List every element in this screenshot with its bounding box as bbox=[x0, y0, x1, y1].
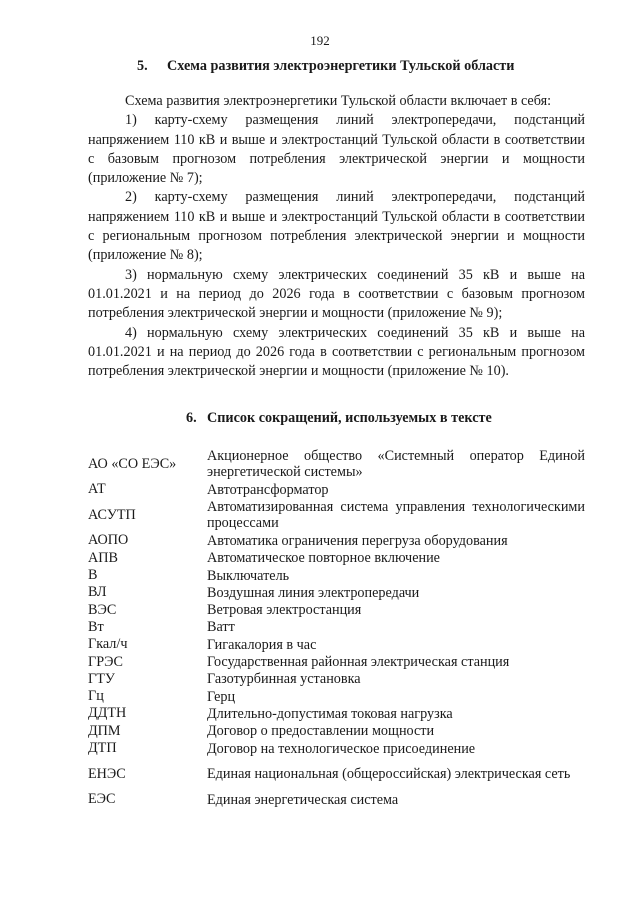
abbreviation-term: ГТУ bbox=[88, 670, 115, 687]
abbreviation-term: ГРЭС bbox=[88, 653, 123, 670]
abbreviation-definition: Ватт bbox=[207, 619, 235, 636]
table-row bbox=[88, 550, 585, 567]
abbreviation-definition: Газотурбинная установка bbox=[207, 671, 361, 688]
abbreviation-definition: Воздушная линия электропередачи bbox=[207, 584, 420, 601]
abbreviation-definition: Акционерное общество «Системный оператор Единой энергетической системы» bbox=[207, 448, 585, 480]
section-5-title: Схема развития электроэнергетики Тульской области bbox=[167, 58, 515, 74]
table-row bbox=[88, 791, 585, 808]
abbreviation-definition: Единая национальная (общероссийская) электрическая сеть bbox=[207, 766, 571, 783]
page-number: 192 bbox=[310, 33, 330, 48]
abbreviation-definition: Ветровая электростанция bbox=[207, 602, 362, 619]
abbreviation-definition: Гигакалория в час bbox=[207, 636, 317, 653]
table-row bbox=[88, 601, 585, 618]
abbreviation-term: ВЛ bbox=[88, 584, 107, 601]
abbreviation-definition: Выключатель bbox=[207, 567, 290, 584]
abbreviation-definition: Единая энергетическая система bbox=[207, 791, 399, 808]
abbreviation-term: ЕНЭС bbox=[88, 765, 126, 782]
table-row bbox=[88, 481, 585, 498]
table-row bbox=[88, 757, 585, 791]
section-6-title: Список сокращений, используемых в тексте bbox=[207, 410, 492, 426]
list-item: 3) нормальную схему электрических соединений 35 кВ и выше на 01.01.2021 и на период до 2026 года в соответствии с базовым прогнозом потребления электрической энергии и мощности (приложение № 9); bbox=[88, 266, 585, 322]
table-row bbox=[88, 532, 585, 549]
list-item: 2) карту-схему размещения линий электропередачи, подстанций напряжением 110 кВ и выше и электростанций Тульской области в соответствии с региональным прогнозом потребления электрической энергии и мощности (приложение № 8); bbox=[88, 189, 585, 264]
abbreviation-term: АТ bbox=[88, 481, 106, 498]
table-row bbox=[88, 688, 585, 705]
table-row bbox=[88, 567, 585, 584]
abbreviation-term: АОПО bbox=[88, 532, 129, 549]
abbreviation-term: Гкал/ч bbox=[88, 636, 128, 653]
abbreviation-term: ДТП bbox=[88, 740, 117, 756]
section-5-body bbox=[88, 92, 585, 381]
abbreviation-definition: Государственная районная электрическая станция bbox=[207, 654, 510, 671]
abbreviation-term: АО «СО ЕЭС» bbox=[88, 455, 177, 472]
table-row bbox=[88, 498, 585, 532]
abbreviation-definition: Договор на технологическое присоединение bbox=[207, 740, 476, 757]
abbreviation-definition: Автоматическое повторное включение bbox=[207, 550, 440, 567]
abbreviations-table bbox=[88, 447, 585, 808]
abbreviation-term: Гц bbox=[88, 688, 104, 705]
list-item: 1) карту-схему размещения линий электропередачи, подстанций напряжением 110 кВ и выше и электростанций Тульской области в соответствии с базовым прогнозом потребления электрической энергии и мощности (приложение № 7); bbox=[88, 112, 585, 187]
abbreviation-term: ДПМ bbox=[88, 722, 121, 739]
abbreviation-definition: Договор о предоставлении мощности bbox=[207, 723, 435, 740]
section-5-number: 5. bbox=[137, 58, 148, 74]
abbreviation-definition: Автоматизированная система управления технологическими процессами bbox=[207, 499, 585, 532]
abbreviation-term: Вт bbox=[88, 618, 104, 635]
table-row bbox=[88, 653, 585, 670]
table-row bbox=[88, 447, 585, 481]
abbreviation-term: АПВ bbox=[88, 549, 118, 566]
abbreviation-term: ЕЭС bbox=[88, 791, 116, 808]
abbreviation-term: АСУТП bbox=[88, 506, 136, 523]
table-row bbox=[88, 740, 585, 757]
abbreviation-definition: Автоматика ограничения перегруза оборудования bbox=[207, 532, 508, 549]
table-row bbox=[88, 723, 585, 740]
table-row bbox=[88, 636, 585, 653]
abbreviation-definition: Герц bbox=[207, 688, 236, 705]
abbreviation-term: ДДТН bbox=[88, 705, 127, 722]
table-row bbox=[88, 671, 585, 688]
table-row bbox=[88, 619, 585, 636]
section-5-intro: Схема развития электроэнергетики Тульской области включает в себя: bbox=[125, 93, 552, 109]
section-6-number: 6. bbox=[186, 410, 197, 426]
abbreviation-definition: Длительно-допустимая токовая нагрузка bbox=[207, 705, 453, 722]
table-row bbox=[88, 705, 585, 722]
abbreviation-definition: Автотрансформатор bbox=[207, 481, 329, 498]
abbreviation-term: ВЭС bbox=[88, 601, 117, 618]
list-item: 4) нормальную схему электрических соединений 35 кВ и выше на 01.01.2021 и на период до 2026 года в соответствии с региональным прогнозом потребления электрической энергии и мощности (приложение № 10). bbox=[88, 324, 585, 380]
abbreviation-term: В bbox=[88, 567, 98, 584]
table-row bbox=[88, 584, 585, 601]
